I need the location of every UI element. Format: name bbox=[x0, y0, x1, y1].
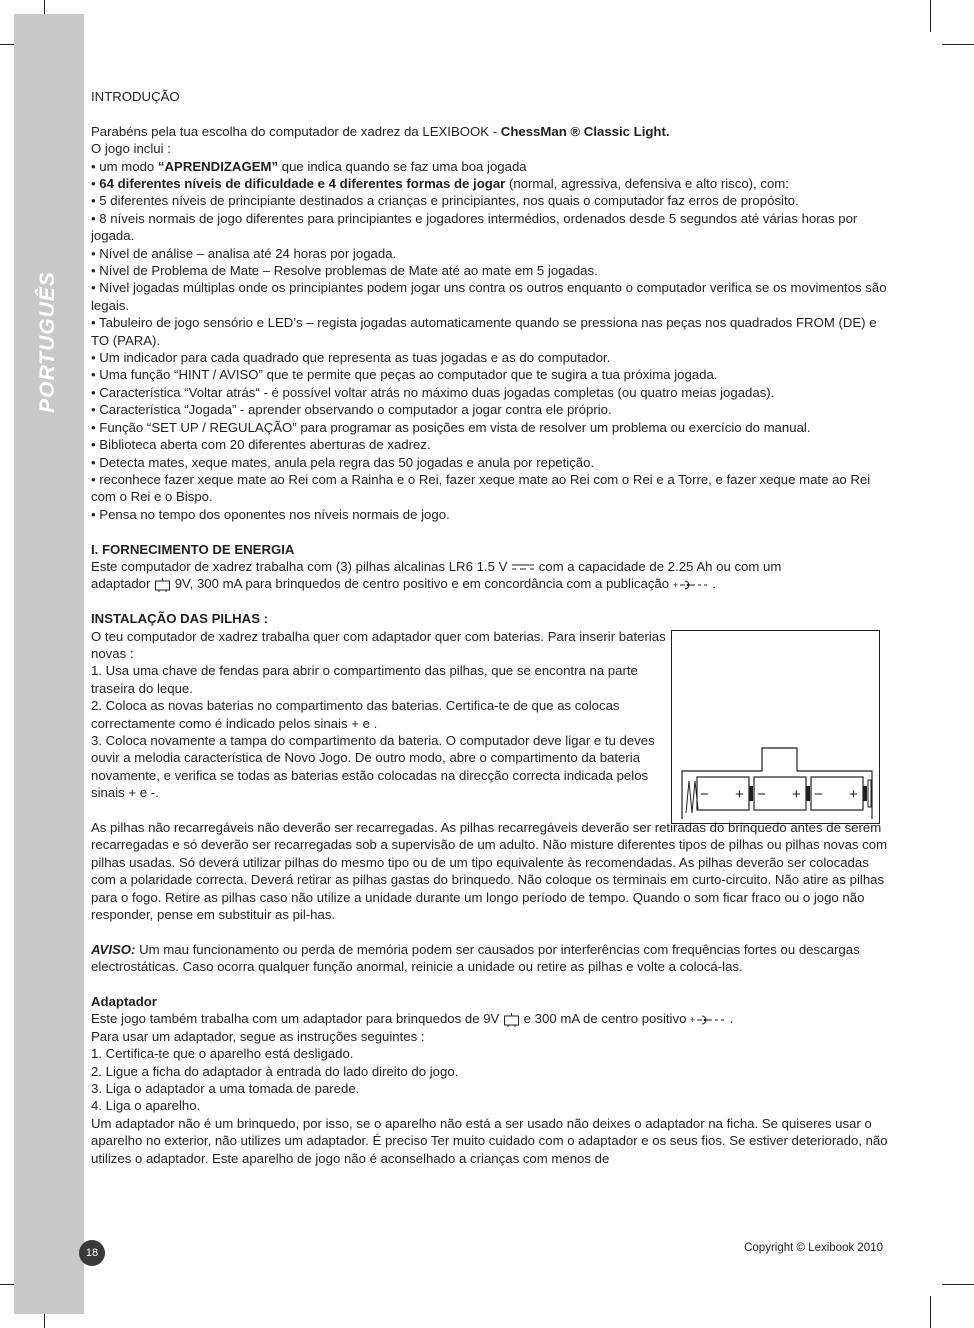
main-content bbox=[91, 88, 891, 1167]
list-item: • Função “SET UP / REGULAÇÃO” para programar as posições em vista de resolver um problema ou exercício do manual. bbox=[91, 419, 811, 435]
install-intro: O teu computador de xadrez trabalha quer com adaptador quer com baterias. Para inserir baterias novas : bbox=[91, 628, 666, 661]
install-step: 2. Coloca as novas baterias no compartimento das baterias. Certifica-te de que as colocas correctamente como é indicado pelos sinais + e . bbox=[91, 698, 620, 731]
list-item: • Uma função “HINT / AVISO” que te permite que peças ao computador que te sugira a tua próxima jogada. bbox=[91, 367, 718, 383]
install-step: 3. Coloca novamente a tampa do compartimento da bateria. O computador deve ligar e tu deves ouvir a melodia característica de Novo Jogo. De outro modo, abre o compartimento da bateria novamente, e verifica se todas as baterias estão colocadas na direcção correcta indicada pelos sinais + e -. bbox=[91, 732, 655, 801]
minus-sign: − bbox=[757, 786, 766, 803]
list-item: • Nível de análise – analisa até 24 horas por jogada. bbox=[91, 245, 397, 261]
adapter-step: 2. Ligue a ficha do adaptador à entrada do lado direito do jogo. bbox=[91, 1063, 459, 1079]
list-item: • Detecta mates, xeque mates, anula pela regra das 50 jogadas e anula por repetição. bbox=[91, 454, 595, 470]
power-heading: I. FORNECIMENTO DE ENERGIA bbox=[91, 541, 295, 557]
aviso-label: AVISO: bbox=[91, 941, 136, 957]
intro-congrats: Parabéns pela tua escolha do computador de xadrez da LEXIBOOK - ChessMan ® Classic Light. bbox=[91, 123, 670, 139]
list-item: • 8 níveis normais de jogo diferentes para principiantes e jogadores intermédios, ordenados desde 5 segundos até várias horas por jogada. bbox=[91, 210, 858, 244]
install-step: 1. Usa uma chave de fendas para abrir o compartimento das pilhas, que se encontra na parte traseira do leque. bbox=[91, 663, 638, 696]
svg-text:+: + bbox=[672, 579, 679, 590]
intro-includes: O jogo inclui : bbox=[91, 141, 171, 157]
plus-sign: + bbox=[849, 786, 858, 803]
adapter-closing: Um adaptador não é um brinquedo, por isso, se o aparelho não está a ser usado não deixes o adaptador na ficha. Se quiseres usar o aparelho no exterior, não utilizes um adaptador. É preciso Ter muito cuidado com o adaptador e os seus fios. Se estiver deteriorado, não utilizes o adaptador. Este aparelho de jogo não é aconselhado a crianças com menos de bbox=[91, 1115, 888, 1166]
adapter-icon bbox=[154, 578, 171, 592]
battery-compartment-figure bbox=[671, 630, 880, 824]
adapter-heading: Adaptador bbox=[91, 994, 157, 1010]
list-item: • Característica “Voltar atrás“ - é possível voltar atrás no máximo duas jogadas completas (ou quatro meias jogadas). bbox=[91, 384, 775, 400]
list-item: • Tabuleiro de jogo sensório e LED’s – regista jogadas automaticamente quando se pressiona nas peças nos quadrados FROM (DE) e TO (PARA). bbox=[91, 315, 877, 348]
adapter-icon bbox=[503, 1013, 520, 1027]
crop-mark bbox=[930, 0, 931, 32]
polarity-icon bbox=[673, 579, 709, 591]
minus-sign: − bbox=[700, 786, 709, 803]
intro-heading: INTRODUÇÃO bbox=[91, 89, 180, 104]
aviso-paragraph: AVISO: Um mau funcionamento ou perda de memória podem ser causados por interferências com frequências fortes ou descargas electrostáticas. Caso ocorra qualquer função anormal, reinicie a unidade ou retire as pilhas e volte a colocá-las. bbox=[91, 941, 860, 975]
list-item: • Característica “Jogada” - aprender observando o computador a jogar contra ele próprio. bbox=[91, 402, 612, 418]
page-number: 18 bbox=[79, 1240, 105, 1266]
polarity-icon bbox=[690, 1014, 726, 1026]
crop-mark bbox=[942, 44, 974, 45]
list-item: • reconhece fazer xeque mate ao Rei com a Rainha e o Rei, fazer xeque mate ao Rei com o Rei e a Torre, e fazer xeque mate ao Rei com o Rei e o Bispo. bbox=[91, 471, 871, 505]
power-line-2: adaptador 9V, 300 mA para brinquedos de centro positivo e em concordância com a publicação + . bbox=[91, 576, 717, 592]
adapter-intro: Para usar um adaptador, segue as instruções seguintes : bbox=[91, 1028, 425, 1044]
list-item: • Biblioteca aberta com 20 diferentes aberturas de xadrez. bbox=[91, 437, 431, 453]
crop-mark bbox=[942, 1284, 974, 1285]
list-item: • Pensa no tempo dos oponentes nos níveis normais de jogo. bbox=[91, 506, 450, 522]
crop-mark bbox=[930, 1296, 931, 1328]
adapter-step: 1. Certifica-te que o aparelho está desligado. bbox=[91, 1046, 354, 1062]
adapter-step: 4. Liga o aparelho. bbox=[91, 1098, 201, 1114]
dc-symbol-icon bbox=[511, 563, 535, 572]
product-name: ChessMan ® Classic Light. bbox=[500, 123, 670, 139]
list-item: • um modo “APRENDIZAGEM” que indica quando se faz uma boa jogada bbox=[91, 158, 527, 174]
list-item: • Um indicador para cada quadrado que representa as tuas jogadas e as do computador. bbox=[91, 350, 611, 366]
svg-text:+: + bbox=[690, 1014, 696, 1025]
list-item: • 64 diferentes níveis de dificuldade e 4 diferentes formas de jogar (normal, agressiva, defensiva e alto risco), com: bbox=[91, 176, 789, 192]
plus-sign: + bbox=[735, 786, 744, 803]
battery-diagram bbox=[672, 631, 878, 822]
list-item: • Nível de Problema de Mate – Resolve problemas de Mate até ao mate em 5 jogadas. bbox=[91, 263, 598, 279]
language-sidebar bbox=[14, 14, 84, 1314]
battery-warning: As pilhas não recarregáveis não deverão ser recarregadas. As pilhas recarregáveis deverão ser retiradas do brinquedo antes de serem recarregadas e só deverão ser recarregadas sob a supervisão de um adulto. Não misture diferentes tipos de pilhas ou pilhas novas com pilhas usadas. Só deverá utilizar pilhas do mesmo tipo ou de um tipo equivalente às recomendadas. As pilhas deverão ser colocadas com a polaridade correcta. Deverá retirar as pilhas gastas do brinquedo. Não coloque os terminais em curto-circuito. Não atire as pilhas para o fogo. Retire as pilhas caso não utilize a unidade durante um longo período de tempo. Quando o som ficar fraco ou o jogo não responder, pense em substituir as pil-has. bbox=[91, 820, 888, 923]
list-item: • Nível jogadas múltiplas onde os principiantes podem jogar uns contra os outros enquanto o computador verifica se os movimentos são legais. bbox=[91, 280, 887, 313]
language-label: PORTUGUÊS bbox=[36, 271, 59, 413]
plus-sign: + bbox=[792, 786, 801, 803]
copyright: Copyright © Lexibook 2010 bbox=[744, 1242, 883, 1254]
minus-sign: − bbox=[814, 786, 823, 803]
adapter-step: 3. Liga o adaptador a uma tomada de parede. bbox=[91, 1081, 360, 1097]
install-section bbox=[91, 610, 666, 801]
power-line-1: Este computador de xadrez trabalha com (3) pilhas alcalinas LR6 1.5 V com a capacidade de 2.25 Ah ou com um bbox=[91, 558, 782, 574]
install-heading: INSTALAÇÃO DAS PILHAS : bbox=[91, 611, 269, 627]
adapter-line-1: Este jogo também trabalha com um adaptador para brinquedos de 9V e 300 mA de centro positivo + . bbox=[91, 1011, 734, 1027]
list-item: • 5 diferentes níveis de principiante destinados a crianças e principiantes, nos quais o computador faz erros de propósito. bbox=[91, 193, 799, 209]
